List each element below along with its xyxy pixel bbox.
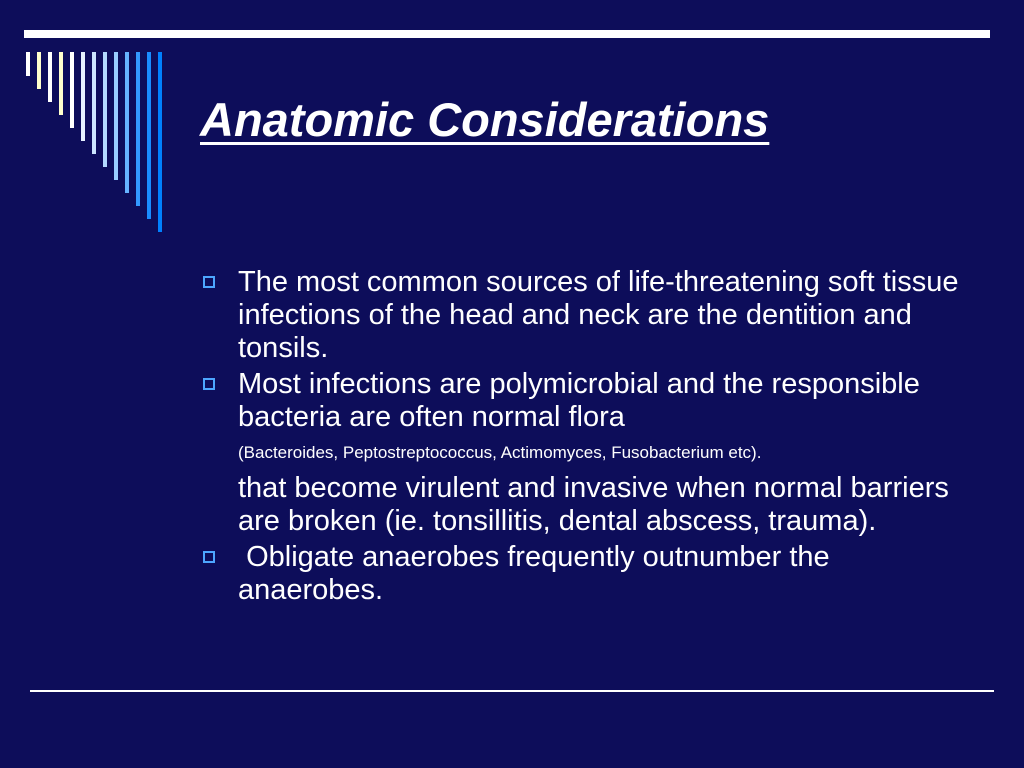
decorative-stripe xyxy=(70,52,74,128)
hollow-square-bullet-icon xyxy=(203,378,215,390)
hollow-square-bullet-icon xyxy=(203,551,215,563)
bullet-item xyxy=(200,368,970,538)
bullet-text-continued: that become virulent and invasive when normal barriers are broken (ie. tonsillitis, dental abscess, trauma). xyxy=(238,472,949,537)
decorative-stripe xyxy=(37,52,41,89)
bullet-list xyxy=(200,266,970,610)
bullet-item xyxy=(200,541,970,607)
decorative-stripe xyxy=(114,52,118,180)
top-rule xyxy=(24,30,990,38)
bullet-small-text: (Bacteroides, Peptostreptococcus, Actimomyces, Fusobacterium etc). xyxy=(238,443,762,462)
decorative-stripe xyxy=(59,52,63,115)
decorative-stripe xyxy=(147,52,151,219)
bottom-rule xyxy=(30,690,994,692)
bullet-text: Most infections are polymicrobial and the responsible bacteria are often normal flora xyxy=(238,368,920,433)
decorative-stripe xyxy=(48,52,52,102)
decorative-stripe xyxy=(158,52,162,232)
decorative-stripe xyxy=(103,52,107,167)
hollow-square-bullet-icon xyxy=(203,276,215,288)
slide-title: Anatomic Considerations xyxy=(200,93,770,146)
decorative-stripe xyxy=(125,52,129,193)
decorative-stripe xyxy=(81,52,85,141)
bullet-item xyxy=(200,266,970,365)
bullet-text: The most common sources of life-threatening soft tissue infections of the head and neck are the dentition and tonsils. xyxy=(238,266,959,364)
decorative-stripe xyxy=(136,52,140,206)
bullet-text: Obligate anaerobes frequently outnumber the anaerobes. xyxy=(238,541,838,606)
decorative-stripe xyxy=(26,52,30,76)
decorative-stripe xyxy=(92,52,96,154)
